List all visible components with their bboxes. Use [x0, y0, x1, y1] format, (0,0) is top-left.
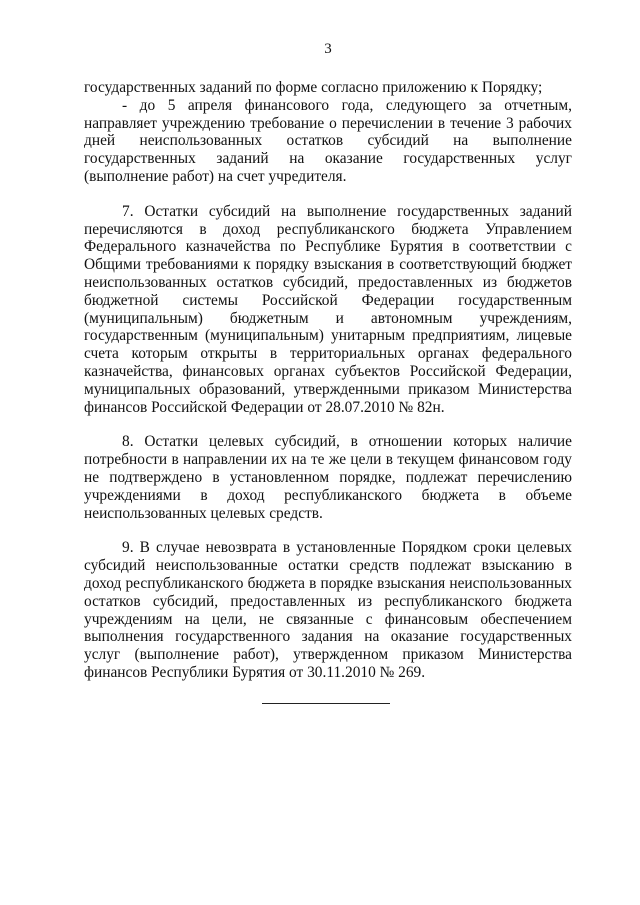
paragraph-item-8: 8. Остатки целевых субсидий, в отношении которых наличие потребности в направлении их на те же цели в текущем финансовом году не подтверждено в установленном порядке, подлежат перечислению учреждениями в доход республиканского бюджета в объеме неиспользованных целевых средств. [84, 433, 572, 522]
paragraph-item-9: 9. В случае невозврата в установленные Порядком сроки целевых субсидий неиспользованные остатки средств подлежат взысканию в доход республиканского бюджета в порядке взыскания неиспользованных остатков субсидий, предоставленных из республиканского бюджета учреждениям на цели, не связанные с финансовым обеспечением выполнения государственного задания на оказание государственных услуг (выполнение работ), утвержденном приказом Министерства финансов Республики Бурятия от 30.11.2010 № 269. [84, 539, 572, 681]
paragraph-deadline-clause: - до 5 апреля финансового года, следующего за отчетным, направляет учреждению требование о перечислении в течение 3 рабочих дней неиспользованных остатков субсидий на выполнение государственных заданий на оказание государственных услуг (выполнение работ) на счет учредителя. [84, 96, 572, 185]
paragraph-item-7: 7. Остатки субсидий на выполнение государственных заданий перечисляются в доход республиканского бюджета Управлением Федерального казначейства по Республике Бурятия в соответствии с Общими требованиями к порядку взыскания в соответствующий бюджет неиспользованных остатков субсидий, предоставленных из бюджетов бюджетной системы Российской Федерации государственным (муниципальным) бюджетным и автономным учреждениям, государственным (муниципальным) унитарным предприятиям, лицевые счета которым открыты в территориальных органах федерального казначейства, финансовых органах субъектов Российской Федерации, муниципальных образований, утвержденными приказом Министерства финансов Российской Федерации от 28.07.2010 № 82н. [84, 202, 572, 416]
end-of-text-rule [262, 703, 390, 704]
document-page [84, 40, 572, 704]
paragraph-continuation: государственных заданий по форме согласно приложению к Порядку; [84, 79, 543, 96]
page-number: 3 [324, 41, 332, 57]
